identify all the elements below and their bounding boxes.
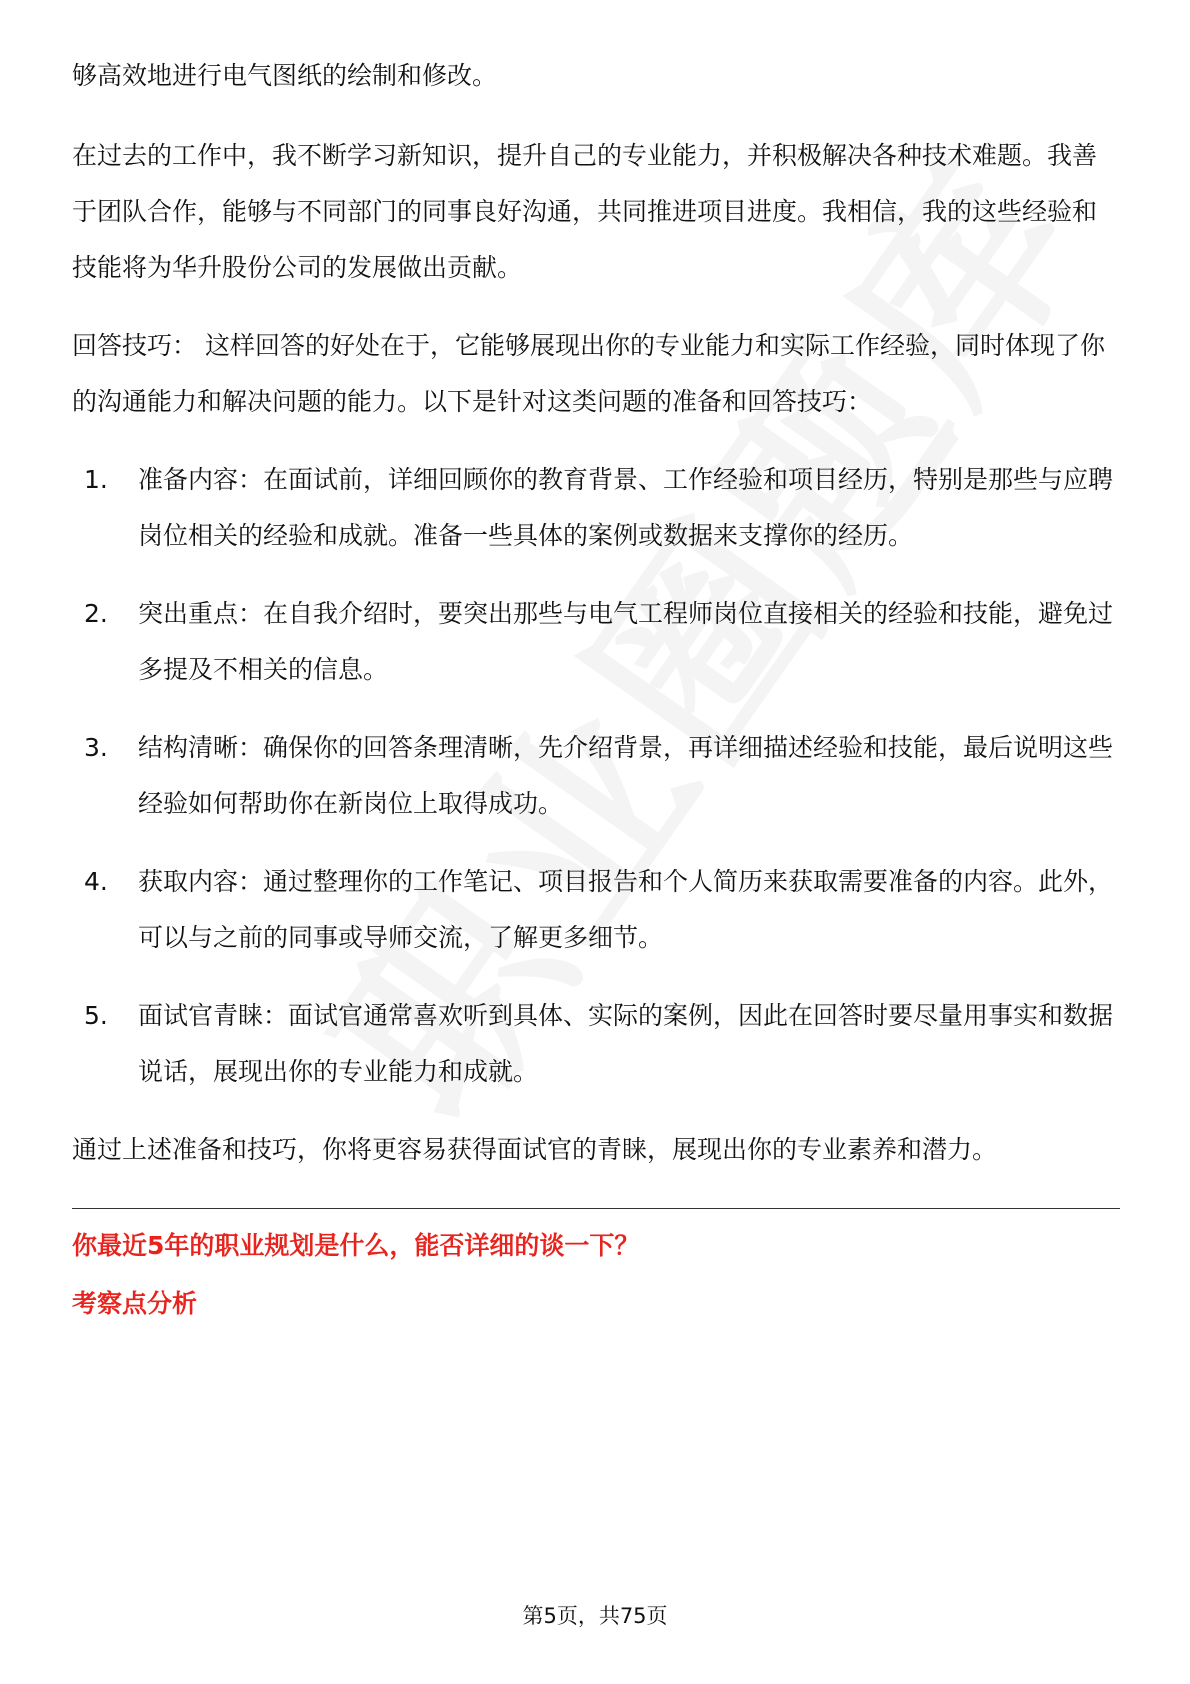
- list-item: [84, 854, 1120, 966]
- page-content: [72, 48, 1120, 1323]
- analysis-subheading: 考察点分析: [72, 1289, 198, 1318]
- list-item-text: 突出重点：在自我介绍时，要突出那些与电气工程师岗位直接相关的经验和技能，避免过多提及不相关的信息。: [138, 599, 1114, 684]
- list-item-number: 2.: [84, 599, 108, 628]
- list-item-number: 4.: [84, 867, 108, 896]
- list-item-number: 1.: [84, 465, 108, 494]
- question-heading: 你最近5年的职业规划是什么，能否详细的谈一下？: [72, 1231, 640, 1260]
- paragraph-experience: 在过去的工作中，我不断学习新知识，提升自己的专业能力，并积极解决各种技术难题。我善于团队合作，能够与不同部门的同事良好沟通，共同推进项目进度。我相信，我的这些经验和技能将为华升股份公司的发展做出贡献。: [72, 141, 1098, 282]
- list-item-text: 准备内容：在面试前，详细回顾你的教育背景、工作经验和项目经历，特别是那些与应聘岗位相关的经验和成就。准备一些具体的案例或数据来支撑你的经历。: [138, 465, 1114, 550]
- page-number-footer: 第5页，共75页: [522, 1604, 668, 1628]
- list-item: [84, 720, 1120, 832]
- tips-list: [72, 452, 1120, 1100]
- list-item-text: 面试官青睐：面试官通常喜欢听到具体、实际的案例，因此在回答时要尽量用事实和数据说话，展现出你的专业能力和成就。: [138, 1001, 1114, 1086]
- list-item: [84, 988, 1120, 1100]
- list-item-number: 3.: [84, 733, 108, 762]
- paragraph-conclusion: 通过上述准备和技巧，你将更容易获得面试官的青睐，展现出你的专业素养和潜力。: [72, 1135, 998, 1164]
- list-item-text: 获取内容：通过整理你的工作笔记、项目报告和个人简历来获取需要准备的内容。此外，可以与之前的同事或导师交流，了解更多细节。: [138, 867, 1114, 952]
- list-item-text: 结构清晰：确保你的回答条理清晰，先介绍背景，再详细描述经验和技能，最后说明这些经验如何帮助你在新岗位上取得成功。: [138, 733, 1114, 818]
- section-divider: [72, 1208, 1120, 1209]
- paragraph-continuation: 够高效地进行电气图纸的绘制和修改。: [72, 61, 498, 90]
- list-item: [84, 586, 1120, 698]
- list-item-number: 5.: [84, 1001, 108, 1030]
- list-item: [84, 452, 1120, 564]
- paragraph-answer-tips: 回答技巧： 这样回答的好处在于，它能够展现出你的专业能力和实际工作经验，同时体现了你的沟通能力和解决问题的能力。以下是针对这类问题的准备和回答技巧：: [72, 331, 1105, 416]
